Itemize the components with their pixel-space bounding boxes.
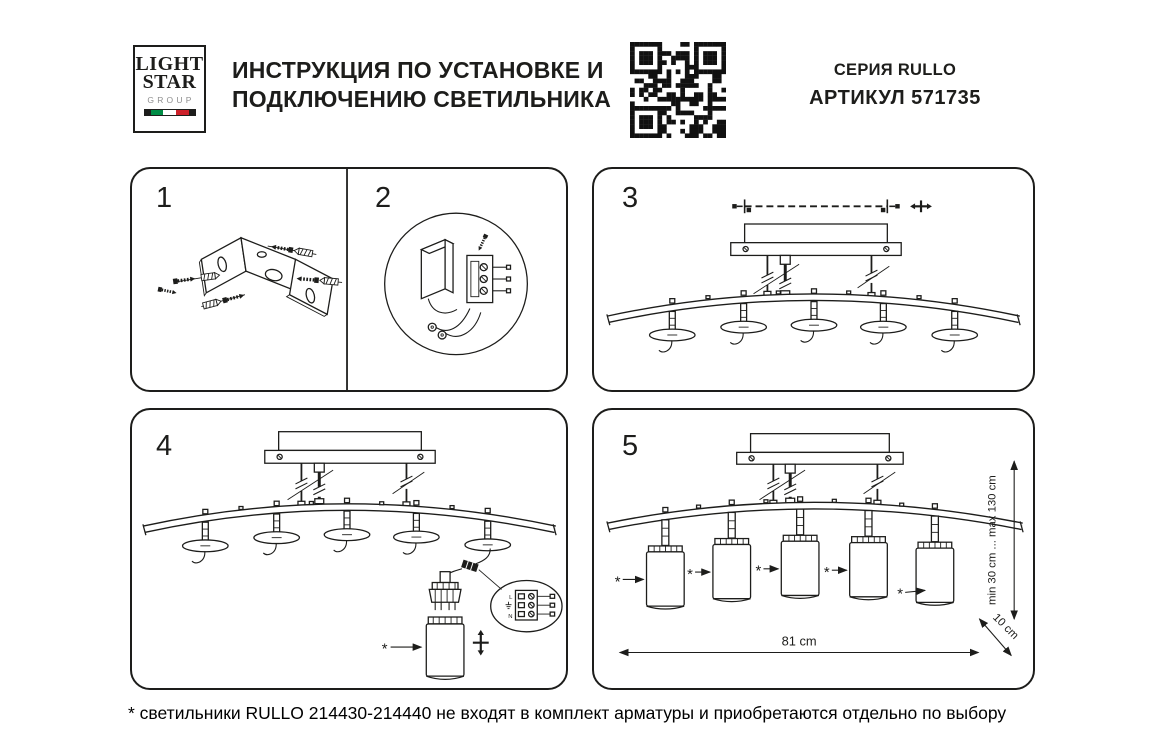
- title-line-2: ПОДКЛЮЧЕНИЮ СВЕТИЛЬНИКА: [232, 85, 612, 112]
- dimensions-drawing: [594, 410, 1033, 688]
- wall-screw: [222, 292, 245, 303]
- step-number-1: 1: [156, 182, 173, 214]
- height-dimension-label: min 30 cm ... max 130 cm: [986, 475, 999, 605]
- lamp-shade: [756, 497, 819, 599]
- terminal-label-n: N: [508, 614, 513, 621]
- lamp-asterisk: *: [381, 641, 388, 658]
- lamp-asterisk: *: [823, 565, 830, 582]
- step-number-2: 2: [375, 182, 392, 214]
- wall-anchor: [203, 298, 222, 309]
- logo-word-group: GROUP: [147, 95, 195, 105]
- frame-mounting-drawing: [594, 169, 1033, 390]
- lamp-asterisk: *: [614, 574, 621, 591]
- panel-step-5: [592, 408, 1035, 690]
- terminal-block: [467, 234, 511, 303]
- canopy-drawing: [265, 432, 435, 472]
- lamp-connection-drawing: [132, 410, 566, 688]
- lightstar-logo: [133, 45, 206, 133]
- panel-steps-1-2: [130, 167, 568, 392]
- lamp-asterisk: *: [687, 567, 693, 583]
- canopy-drawing: [731, 224, 901, 264]
- suspension-rods-drawing: [759, 464, 895, 504]
- ceiling-rail-drawing: [732, 199, 932, 213]
- step-number-5: 5: [622, 430, 639, 462]
- wall-anchor: [294, 247, 313, 256]
- step-number-4: 4: [156, 430, 173, 462]
- footnote: * светильники RULLO 214430-214440 не входят в комплект арматуры и приобретаются отдельно по выбору: [128, 703, 1007, 723]
- mounting-bracket-drawing: [158, 238, 343, 317]
- step-number-3: 3: [622, 182, 639, 214]
- terminal-label-l: L: [509, 594, 513, 601]
- wiring-detail-drawing: [385, 213, 528, 354]
- screw-icon: [158, 287, 178, 295]
- lamp-shade: [897, 504, 953, 606]
- depth-dimension-label: 10 cm: [990, 611, 1021, 642]
- series-label: СЕРИЯ RULLO: [833, 61, 957, 79]
- terminal-screw: [477, 234, 489, 252]
- qr-code: [630, 42, 726, 138]
- panel-step-4: [130, 408, 568, 690]
- logo-word-star: STAR: [142, 71, 197, 93]
- title-line-1: ИНСТРУКЦИЯ ПО УСТАНОВКЕ И: [232, 57, 604, 83]
- logo-word-light: LIGHT: [135, 53, 204, 75]
- screw-icon: [910, 200, 932, 212]
- screw-rotate-icon: [473, 630, 489, 656]
- page-title: [232, 56, 611, 113]
- terminal-detail-bubble: [491, 581, 562, 632]
- product-info: [795, 61, 995, 110]
- earth-symbol: [506, 602, 512, 609]
- italian-flag-stripe: [144, 109, 196, 116]
- lamp-asterisk: *: [897, 586, 904, 603]
- wire-connector: [461, 560, 479, 572]
- width-dimension-label: 81 cm: [781, 633, 817, 649]
- suspension-rods-drawing: [288, 463, 425, 506]
- lamp-asterisk: *: [755, 563, 762, 580]
- article-label: АРТИКУЛ 571735: [809, 87, 981, 109]
- lamp-assembly-drawing: [382, 549, 562, 680]
- panel-step-3: [592, 167, 1035, 392]
- wall-screw: [173, 276, 196, 285]
- lamp-shade: [824, 498, 887, 600]
- steps-1-2-drawing: [132, 169, 566, 390]
- suspension-rods-drawing: [754, 255, 890, 296]
